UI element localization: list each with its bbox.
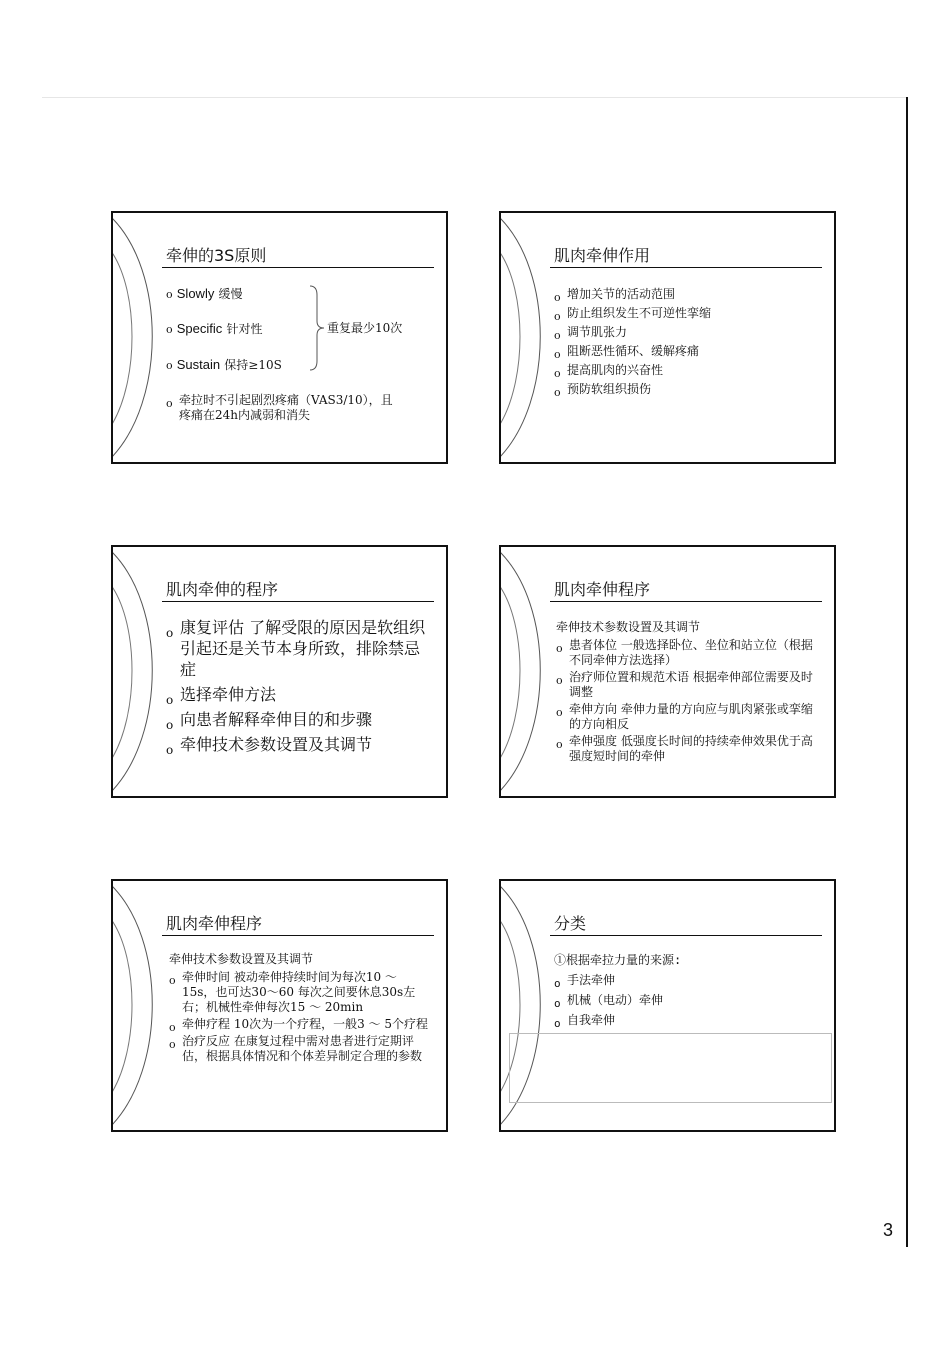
page-right-rule: [906, 97, 908, 1247]
list-item: o 牵伸方向 牵伸力量的方向应与肌肉紧张或挛缩的方向相反: [556, 702, 813, 731]
list-item: o 牵伸疗程 10次为一个疗程，一般3 ～ 5个疗程: [169, 1017, 428, 1034]
bullet-icon: o: [554, 367, 561, 380]
list-item: o 防止组织发生不可逆性挛缩: [554, 306, 712, 323]
bullet-icon: o: [169, 974, 176, 987]
slide-stretch-parameters-2: [111, 879, 448, 1132]
bullet-list: [169, 952, 432, 1066]
list-item: o 选择牵伸方法: [166, 684, 428, 705]
list-item: o 机械（电动）牵伸: [554, 993, 664, 1010]
slide-title: 肌肉牵伸作用: [554, 246, 651, 265]
bullet-icon: o: [556, 706, 563, 719]
bullet-icon: o: [554, 329, 561, 342]
list-item: o 向患者解释牵伸目的和步骤: [166, 709, 428, 730]
arc-decoration: [111, 211, 171, 464]
slide-stretch-parameters-1: [499, 545, 836, 798]
list-item: o 调节肌张力: [554, 325, 628, 342]
slide-stretch-procedure: [111, 545, 448, 798]
list-item: o 康复评估 了解受限的原因是软组织引起还是关节本身所致，排除禁忌症: [166, 618, 426, 679]
bullet-icon: o: [554, 997, 561, 1010]
bullet-icon: o: [166, 323, 173, 336]
bullet-icon: o: [166, 359, 173, 372]
list-item: o 提高肌肉的兴奋性: [554, 363, 664, 380]
list-item: o 治疗师位置和规范术语 根据牵伸部位需要及时调整: [556, 670, 813, 699]
slide-title: 肌肉牵伸程序: [166, 914, 263, 933]
list-item: o 增加关节的活动范围: [554, 287, 676, 304]
arc-decoration: [111, 879, 171, 1132]
bullet-icon: o: [554, 348, 561, 361]
empty-image-placeholder: [509, 1033, 832, 1103]
title-rule: [550, 935, 822, 936]
bullet-icon: o: [166, 743, 174, 757]
bullet-list: [166, 617, 428, 759]
slide-title: 肌肉牵伸程序: [554, 580, 651, 599]
bullet-icon: o: [166, 288, 173, 301]
page-top-rule: [42, 97, 907, 98]
list-item: o 治疗反应 在康复过程中需对患者进行定期评估，根据具体情况和个体差异制定合理的参数: [169, 1034, 423, 1063]
bullet-icon: o: [554, 1017, 561, 1030]
slide-title: 分类: [554, 914, 587, 933]
title-rule: [162, 935, 434, 936]
arc-decoration: [111, 545, 174, 798]
bullet-specific: o Specific 针对性: [166, 321, 263, 336]
slide-subtitle: 牵伸技术参数设置及其调节: [169, 952, 314, 966]
bullet-icon: o: [556, 642, 563, 655]
page-number: 3: [883, 1220, 894, 1240]
title-rule: [162, 267, 434, 268]
arc-decoration: [499, 545, 559, 798]
bullet-icon: o: [554, 291, 561, 304]
slide-muscle-stretch-effects: [499, 211, 836, 464]
slide-classification: [499, 879, 836, 1132]
bullet-icon: o: [554, 977, 561, 990]
list-item: o 患者体位 一般选择卧位、坐位和站立位（根据不同牵伸方法选择）: [556, 638, 813, 667]
title-rule: [162, 601, 434, 602]
slide-title: 牵伸的3S原则: [166, 246, 267, 265]
bullet-sustain: o Sustain 保持≥10S: [166, 357, 282, 372]
slide-subtitle: ①根据牵拉力量的来源:: [554, 953, 682, 967]
bullet-icon: o: [554, 386, 561, 399]
bullet-icon: o: [166, 397, 173, 410]
bullet-list: [554, 953, 824, 1033]
bullet-list: [556, 620, 820, 766]
bullet-icon: o: [166, 693, 174, 707]
bullet-icon: o: [556, 674, 563, 687]
list-item: o 牵伸时间 被动牵伸持续时间为每次10 ～ 15s，也可达30～60 每次之间要休息30s左右；机械性牵伸每次15 ～ 20min: [169, 970, 416, 1014]
bullet-icon: o: [169, 1038, 176, 1051]
list-item: o 预防软组织损伤: [554, 382, 652, 399]
list-item: o 手法牵伸: [554, 973, 616, 990]
brace-icon: [309, 285, 325, 371]
list-item: o 牵伸强度 低强度长时间的持续牵伸效果优于高强度短时间的牵伸: [556, 734, 813, 763]
title-rule: [550, 267, 822, 268]
slide-subtitle: 牵伸技术参数设置及其调节: [556, 620, 701, 634]
title-rule: [550, 601, 822, 602]
bullet-slowly: o Slowly 缓慢: [166, 286, 243, 301]
arc-decoration: [499, 211, 559, 464]
slide-title: 肌肉牵伸的程序: [166, 580, 279, 599]
bullet-icon: o: [556, 738, 563, 751]
bullet-list: [554, 287, 824, 401]
list-item: o 牵伸技术参数设置及其调节: [166, 734, 428, 755]
brace-label: 重复最少10次: [327, 321, 403, 335]
bullet-icon: o: [166, 626, 174, 640]
slide-3s-principles: [111, 211, 448, 464]
bullet-icon: o: [166, 718, 174, 732]
bullet-pain: o 牵拉时不引起剧烈疼痛（VAS3/10），且疼痛在24h内减弱和消失: [166, 393, 393, 422]
bullet-icon: o: [169, 1021, 176, 1034]
list-item: o 自我牵伸: [554, 1013, 616, 1030]
bullet-icon: o: [554, 310, 561, 323]
list-item: o 阻断恶性循环、缓解疼痛: [554, 344, 700, 361]
